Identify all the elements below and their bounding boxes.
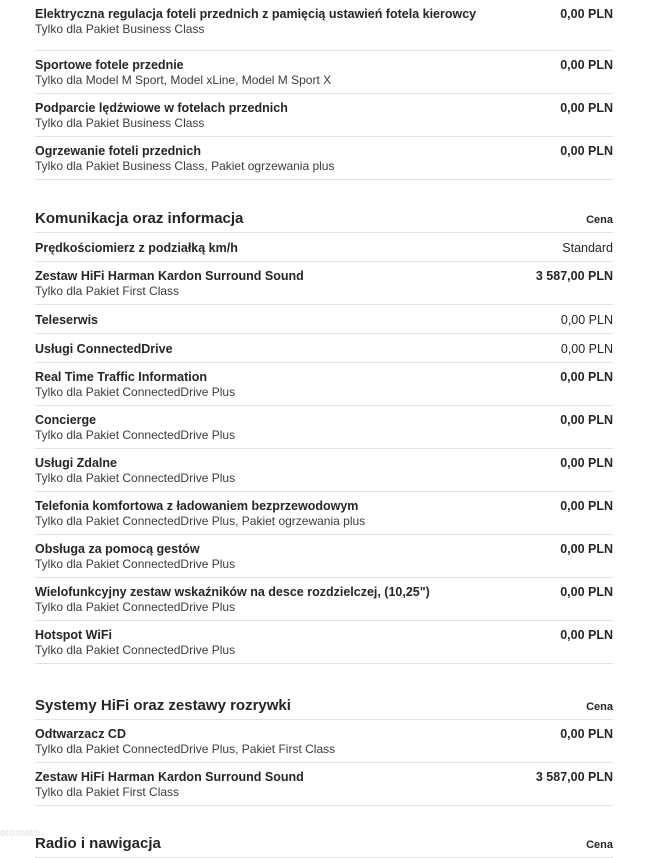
option-row: [35, 233, 613, 262]
section-items-komunikacja: [35, 233, 613, 664]
section-header-hifi: [35, 696, 613, 720]
option-requirement: Tylko dla Pakiet ConnectedDrive Plus: [35, 643, 236, 657]
option-name: Sportowe fotele przednie: [35, 58, 184, 72]
option-price: 0,00 PLN: [560, 542, 613, 556]
option-row: [35, 621, 613, 664]
option-price: 0,00 PLN: [560, 628, 613, 642]
option-row: [35, 137, 613, 180]
option-requirement: Tylko dla Pakiet First Class: [35, 785, 180, 799]
option-text: [35, 144, 334, 174]
option-text: [35, 313, 98, 328]
section-title: Radio i nawigacja: [35, 835, 161, 852]
option-text: [35, 585, 430, 615]
option-row: [35, 0, 613, 51]
option-requirement: Tylko dla Pakiet First Class: [35, 284, 180, 298]
option-row: [35, 334, 613, 363]
option-name: Teleserwis: [35, 313, 99, 327]
option-price: Standard: [562, 241, 613, 255]
option-name: Obsługa za pomocą gestów: [35, 542, 200, 556]
option-name: Telefonia komfortowa z ładowaniem bezprzewodowym: [35, 499, 359, 513]
option-text: [35, 628, 235, 658]
option-price: 0,00 PLN: [560, 342, 613, 356]
option-price: 3 587,00 PLN: [535, 269, 613, 283]
option-row: [35, 578, 613, 621]
option-requirement: Tylko dla Pakiet Business Class: [35, 116, 205, 130]
option-name: Usługi Zdalne: [35, 456, 117, 470]
option-row: [35, 492, 613, 535]
option-text: [35, 58, 331, 88]
option-row: [35, 363, 613, 406]
option-row: [35, 406, 613, 449]
top-items: [35, 0, 613, 180]
option-text: [35, 456, 235, 486]
section-items-hifi: [35, 720, 613, 806]
option-name: Concierge: [35, 413, 97, 427]
option-row: [35, 763, 613, 806]
option-text: [35, 413, 235, 443]
option-text: [35, 727, 335, 757]
option-price: 0,00 PLN: [560, 370, 613, 384]
option-row: [35, 720, 613, 763]
option-requirement: Tylko dla Pakiet ConnectedDrive Plus: [35, 557, 236, 571]
option-price: 0,00 PLN: [560, 499, 613, 513]
option-row: [35, 449, 613, 492]
option-text: [35, 101, 288, 131]
option-name: Usługi ConnectedDrive: [35, 342, 173, 356]
section-title: Systemy HiFi oraz zestawy rozrywki: [35, 697, 291, 714]
price-column-label: Cena: [586, 839, 613, 851]
option-price: 0,00 PLN: [560, 413, 613, 427]
option-text: [35, 7, 476, 37]
option-name: Wielofunkcyjny zestaw wskaźników na desce rozdzielczej, (10,25"): [35, 585, 430, 599]
option-name: Elektryczna regulacja foteli przednich z pamięcią ustawień fotela kierowcy: [35, 7, 477, 21]
option-row: [35, 262, 613, 305]
option-row: [35, 535, 613, 578]
option-requirement: Tylko dla Pakiet ConnectedDrive Plus: [35, 600, 236, 614]
option-row: [35, 94, 613, 137]
option-requirement: Tylko dla Pakiet ConnectedDrive Plus, Pakiet First Class: [35, 742, 336, 756]
option-text: [35, 542, 235, 572]
price-column-label: Cena: [586, 214, 613, 226]
option-price: 0,00 PLN: [560, 144, 613, 158]
option-price: 0,00 PLN: [560, 585, 613, 599]
price-column-label: Cena: [586, 701, 613, 713]
section-header-komunikacja: [35, 209, 613, 233]
option-text: [35, 770, 304, 800]
option-name: Ogrzewanie foteli przednich: [35, 144, 201, 158]
option-name: Podparcie lędźwiowe w fotelach przednich: [35, 101, 288, 115]
option-price: 0,00 PLN: [560, 58, 613, 72]
section-title: Komunikacja oraz informacja: [35, 210, 244, 227]
option-requirement: Tylko dla Pakiet ConnectedDrive Plus: [35, 385, 236, 399]
options-list: [35, 0, 613, 858]
option-name: Prędkościomierz z podziałką km/h: [35, 241, 238, 255]
option-requirement: Tylko dla Pakiet ConnectedDrive Plus: [35, 471, 236, 485]
option-requirement: Tylko dla Pakiet ConnectedDrive Plus, Pakiet ogrzewania plus: [35, 514, 366, 528]
option-name: Odtwarzacz CD: [35, 727, 126, 741]
option-price: 0,00 PLN: [560, 313, 613, 327]
section-header-radio: [35, 834, 613, 858]
option-price: 0,00 PLN: [560, 7, 613, 21]
option-text: [35, 499, 365, 529]
option-price: 0,00 PLN: [560, 101, 613, 115]
option-name: Zestaw HiFi Harman Kardon Surround Sound: [35, 269, 304, 283]
option-text: [35, 342, 173, 357]
option-row: [35, 51, 613, 94]
option-price: 3 587,00 PLN: [535, 770, 613, 784]
option-requirement: Tylko dla Pakiet Business Class, Pakiet ogrzewania plus: [35, 159, 335, 173]
option-price: 0,00 PLN: [560, 727, 613, 741]
option-row: [35, 305, 613, 334]
option-text: [35, 241, 238, 256]
option-text: [35, 269, 304, 299]
option-price: 0,00 PLN: [560, 456, 613, 470]
option-requirement: Tylko dla Model M Sport, Model xLine, Model M Sport X: [35, 73, 332, 87]
option-requirement: Tylko dla Pakiet Business Class: [35, 22, 205, 36]
option-name: Hotspot WiFi: [35, 628, 112, 642]
option-text: [35, 370, 235, 400]
option-name: Zestaw HiFi Harman Kardon Surround Sound: [35, 770, 304, 784]
option-name: Real Time Traffic Information: [35, 370, 208, 384]
option-requirement: Tylko dla Pakiet ConnectedDrive Plus: [35, 428, 236, 442]
watermark: otomoto: [0, 828, 40, 839]
